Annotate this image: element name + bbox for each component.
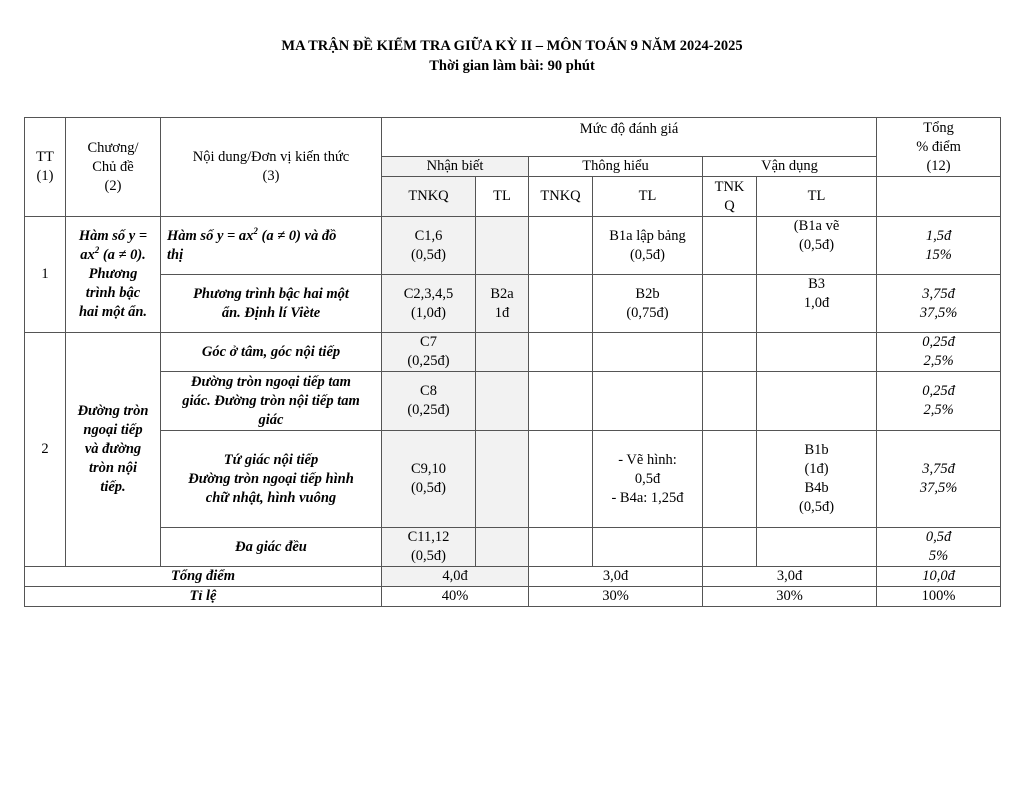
row-1b-vd-tl: B3 1,0đ [757, 275, 877, 333]
ratio-nhan-biet: 40% [382, 587, 529, 607]
header-level: Mức độ đánh giá [382, 118, 877, 157]
ratio-sum: 100% [877, 587, 1001, 607]
row-2c-nb-tl [476, 431, 529, 528]
row-2a-vd-tnkq [703, 333, 757, 372]
row-1b-nb-tl: B2a 1đ [476, 275, 529, 333]
row-1-tt: 1 [25, 217, 66, 333]
row-1a-total: 1,5đ 15% [877, 217, 1001, 275]
row-2c-vd-tl: B1b (1đ) B4b (0,5đ) [757, 431, 877, 528]
total-points-sum: 10,0đ [877, 567, 1001, 587]
row-2d-total: 0,5đ 5% [877, 528, 1001, 567]
header-total: Tổng % điểm (12) [877, 118, 1001, 177]
row-2a-th-tnkq [529, 333, 593, 372]
row-2b-total: 0,25đ 2,5% [877, 372, 1001, 431]
row-1-chapter: Hàm số y = $ax^2$ (a ≠ 0). Phương trình bậc hai một ẩn. [66, 217, 161, 333]
row-2a-vd-tl [757, 333, 877, 372]
row-1b-total: 3,75đ 37,5% [877, 275, 1001, 333]
row-1a-vd-tnkq [703, 217, 757, 275]
row-2c-content: Tứ giác nội tiếp Đường tròn ngoại tiếp hình chữ nhật, hình vuông [161, 431, 382, 528]
row-1a-th-tnkq [529, 217, 593, 275]
row-1b-th-tnkq [529, 275, 593, 333]
ratio-thong-hieu: 30% [529, 587, 703, 607]
row-1a-content: Hàm số $y = ax^2$ (a ≠ 0) và đồ thị [161, 217, 382, 275]
row-2d-th-tl [593, 528, 703, 567]
row-1b-th-tl: B2b (0,75đ) [593, 275, 703, 333]
row-2d-content: Đa giác đều [161, 528, 382, 567]
row-1a-vd-tl: (B1a vẽ (0,5đ) [757, 217, 877, 275]
row-2d-nb-tl [476, 528, 529, 567]
assessment-matrix-table [24, 117, 1001, 607]
header-nb-tnkq: TNKQ [382, 177, 476, 217]
row-2b-nb-tl [476, 372, 529, 431]
header-content: Nội dung/Đơn vị kiến thức (3) [161, 118, 382, 217]
row-1b-content: Phương trình bậc hai một ẩn. Định lí Viète [161, 275, 382, 333]
row-1b-nb-tnkq: C2,3,4,5 (1,0đ) [382, 275, 476, 333]
header-thong-hieu: Thông hiểu [529, 157, 703, 177]
header-th-tnkq: TNKQ [529, 177, 593, 217]
row-2c-total: 3,75đ 37,5% [877, 431, 1001, 528]
header-nb-tl: TL [476, 177, 529, 217]
row-2b-content: Đường tròn ngoại tiếp tam giác. Đường tròn nội tiếp tam giác [161, 372, 382, 431]
total-points-van-dung: 3,0đ [703, 567, 877, 587]
ratio-van-dung: 30% [703, 587, 877, 607]
row-2c-th-tl: - Vẽ hình: 0,5đ - B4a: 1,25đ [593, 431, 703, 528]
row-2a-nb-tl [476, 333, 529, 372]
row-2a-nb-tnkq: C7 (0,25đ) [382, 333, 476, 372]
row-2c-nb-tnkq: C9,10 (0,5đ) [382, 431, 476, 528]
header-chapter: Chương/ Chủ đề (2) [66, 118, 161, 217]
row-1a-nb-tnkq: C1,6 (0,5đ) [382, 217, 476, 275]
row-2-chapter: Đường tròn ngoại tiếp và đường tròn nội tiếp. [66, 333, 161, 567]
total-points-label: Tổng điểm [25, 567, 382, 587]
total-points-nhan-biet: 4,0đ [382, 567, 529, 587]
row-2b-th-tnkq [529, 372, 593, 431]
row-2c-th-tnkq [529, 431, 593, 528]
row-2a-total: 0,25đ 2,5% [877, 333, 1001, 372]
row-1b-vd-tnkq [703, 275, 757, 333]
row-1a-nb-tl [476, 217, 529, 275]
row-2b-nb-tnkq: C8 (0,25đ) [382, 372, 476, 431]
row-2d-vd-tl [757, 528, 877, 567]
header-nhan-biet: Nhận biết [382, 157, 529, 177]
row-2a-content: Góc ở tâm, góc nội tiếp [161, 333, 382, 372]
row-1a-th-tl: B1a lập bảng (0,5đ) [593, 217, 703, 275]
page-title: MA TRẬN ĐỀ KIỂM TRA GIỮA KỲ II – MÔN TOÁN 9 NĂM 2024-2025 [281, 38, 743, 54]
header-vd-tnkq: TNK Q [703, 177, 757, 217]
header-van-dung: Vận dụng [703, 157, 877, 177]
header-th-tl: TL [593, 177, 703, 217]
total-points-thong-hieu: 3,0đ [529, 567, 703, 587]
row-2d-nb-tnkq: C11,12 (0,5đ) [382, 528, 476, 567]
row-2c-vd-tnkq [703, 431, 757, 528]
row-2d-th-tnkq [529, 528, 593, 567]
row-2b-vd-tl [757, 372, 877, 431]
header-vd-tl: TL [757, 177, 877, 217]
ratio-label: Tỉ lệ [25, 587, 382, 607]
header-total-blank [877, 177, 1001, 217]
header-tt: TT (1) [25, 118, 66, 217]
page-subtitle: Thời gian làm bài: 90 phút [429, 58, 595, 74]
row-2b-th-tl [593, 372, 703, 431]
row-2d-vd-tnkq [703, 528, 757, 567]
row-2b-vd-tnkq [703, 372, 757, 431]
row-2a-th-tl [593, 333, 703, 372]
row-2-tt: 2 [25, 333, 66, 567]
